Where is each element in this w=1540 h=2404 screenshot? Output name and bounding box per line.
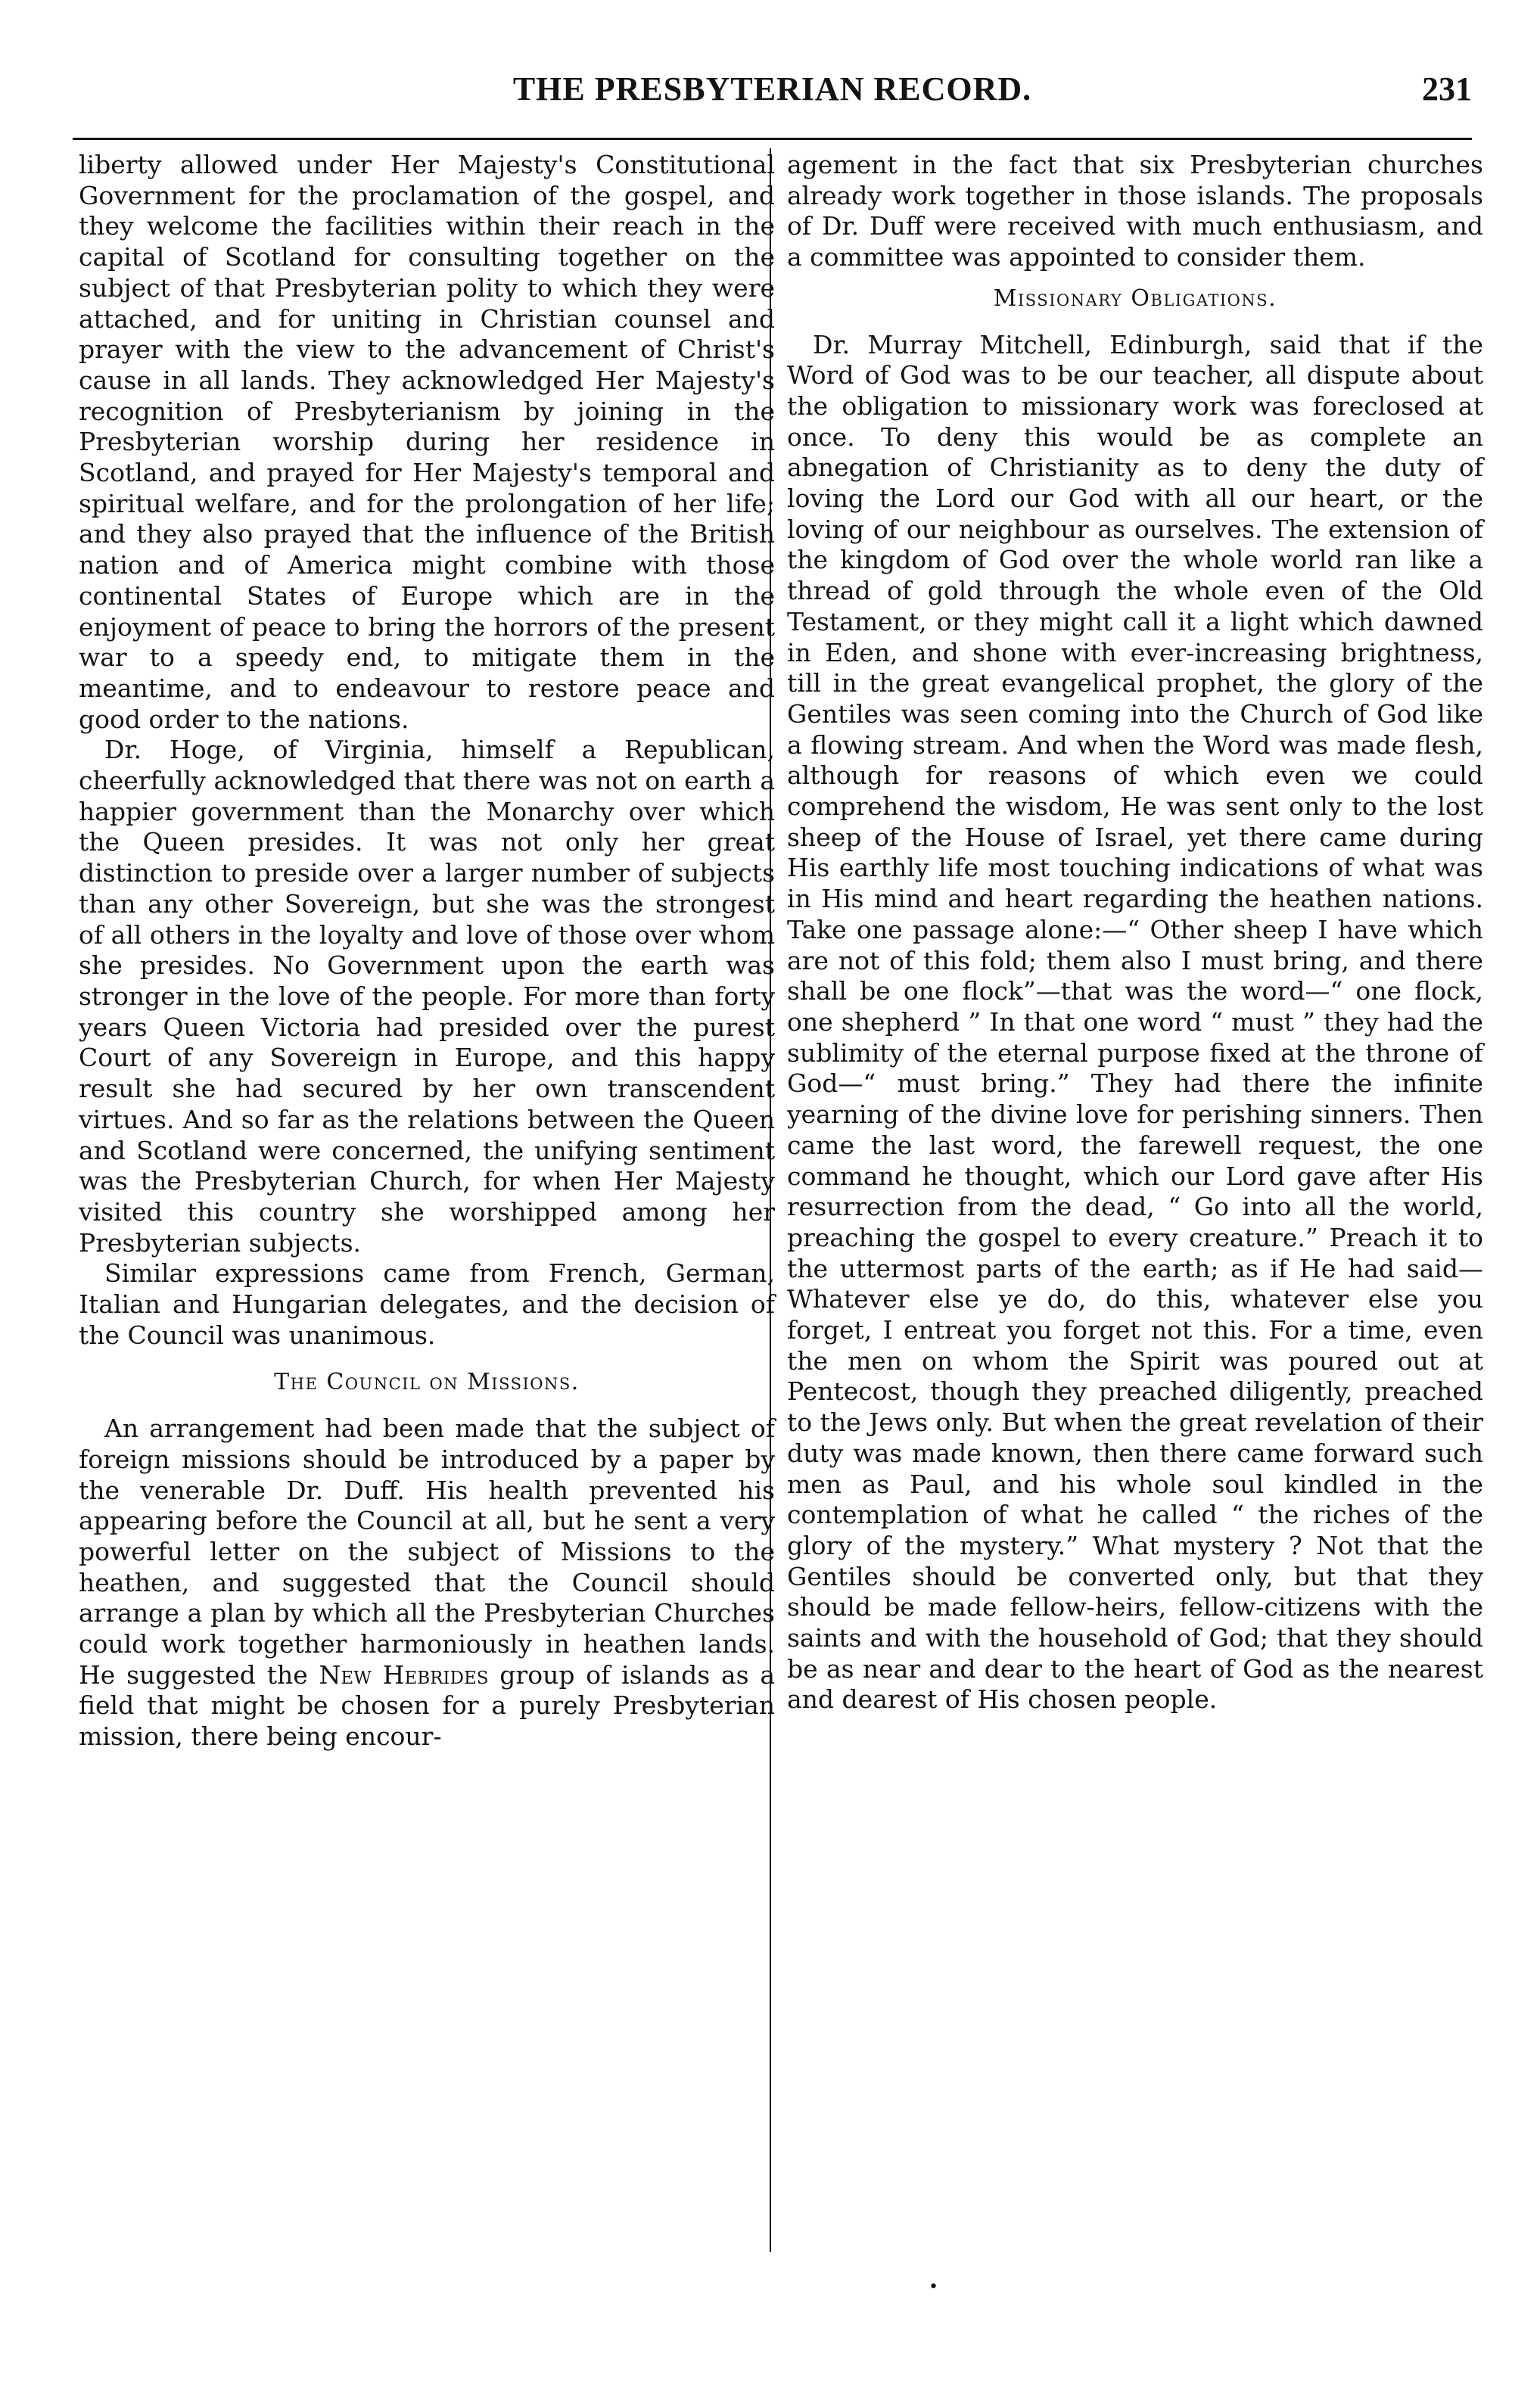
paragraph-text: group of islands as a field that might be chosen for a purely Presbyterian mission, there being encour- [79, 1659, 776, 1752]
paragraph-continued: liberty allowed under Her Majesty's Constitutional Government for the proclamation of the gospel, and they welcome the facilities within their reach in the capital of Scotland for consulting together on the subject of that Presbyterian polity to which they were attached, and for uniting in Christian counsel and prayer with the view to the advancement of Christ's cause in all lands. They acknowledged Her Majesty's recognition of Presbyterianism by joining in the Presbyterian worship during her residence in Scotland, and prayed for Her Majesty's temporal and spiritual welfare, and for the prolongation of her life; and they also prayed that the influence of the British nation and of America might combine with those continental States of Europe which are in the enjoyment of peace to bring the horrors of the present war to a speedy end, to mitigate them in the meantime, and to endeavour to restore peace and good order to the nations. [79, 150, 775, 734]
publication-title: THE PRESBYTERIAN RECORD. [512, 70, 1032, 107]
column-divider [770, 148, 771, 2252]
page-header [73, 70, 1472, 123]
right-column [787, 150, 1483, 1715]
paragraph-murray-mitchell: Dr. Murray Mitchell, Edinburgh, said that if the Word of God was to be our teacher, all dispute about the obligation to missionary work was foreclosed at once. To deny this would be as complete an abnegation of Christianity as to deny the duty of loving the Lord our God with all our heart, or the loving of our neighbour as ourselves. The extension of the kingdom of God over the whole world ran like a thread of gold through the whole even of the Old Testament, or they might call it a light which dawned in Eden, and shone with ever-increasing brightness, till in the great evangelical prophet, the glory of the Gentiles was seen coming into the Church of God like a flowing stream. And when the Word was made flesh, although for reasons of which even we could comprehend the wisdom, He was sent only to the lost sheep of the House of Israel, yet there came during His earthly life most touching indications of what was in His mind and heart regarding the heathen nations. Take one passage alone:—“ Other sheep I have which are not of this fold; them also I must bring, and there shall be one flock”—that was the word—“ one flock, one shepherd ” In that one word “ must ” they had the sublimity of the eternal purpose fixed at the throne of God—“ must bring.” They had there the infinite yearning of the divine love for perishing sinners. Then came the last word, the farewell request, the one command he thought, which our Lord gave after His resurrection from the dead, “ Go into all the world, preaching the gospel to every creature.” Preach it to the uttermost parts of the earth; as if He had said—Whatever else ye do, do this, whatever else you forget, I entreat you forget not this. For a time, even the men on whom the Spirit was poured out at Pentecost, though they preached diligently, preached to the Jews only. But when the great revelation of their duty was made known, then there came forward such men as Paul, and his whole soul kindled in the contemplation of what he called “ the riches of the glory of the mystery.” What mystery ? Not that the Gentiles should be converted only, but that they should be made fellow-heirs, fellow-citizens with the saints and with the household of God; that they should be as near and dear to the heart of God as the nearest and dearest of His chosen people. [787, 329, 1483, 1715]
section-heading-missionary-obligations: Missionary Obligations. [993, 285, 1277, 312]
paragraph-similar-expressions: Similar expressions came from French, German, Italian and Hungarian delegates, and the decision of the Council was unanimous. [79, 1258, 775, 1350]
left-column [79, 150, 775, 1752]
paragraph-dr-hoge: Dr. Hoge, of Virginia, himself a Republican, cheerfully acknowledged that there was not on earth a happier government than the Monarchy over which the Queen presides. It was not only her great distinction to preside over a larger number of subjects than any other Sovereign, but she was the strongest of all others in the loyalty and love of those over whom she presides. No Government upon the earth was stronger in the love of the people. For more than forty years Queen Victoria had presided over the purest Court of any Sovereign in Europe, and this happy result she had secured by her own transcendent virtues. And so far as the relations between the Queen and Scotland were concerned, the unifying sentiment was the Presbyterian Church, for when Her Majesty visited this country she worshipped among her Presbyterian subjects. [79, 735, 775, 1258]
header-rule [73, 138, 1472, 140]
place-name-new-hebrides: New Hebrides [319, 1659, 489, 1690]
paragraph-arrangement [79, 1413, 775, 1752]
print-dot: • [929, 2278, 938, 2297]
section-heading-council-on-missions: The Council on Missions. [274, 1369, 580, 1396]
page-number: 231 [1422, 70, 1472, 107]
paragraph-continued: agement in the fact that six Presbyterian churches already work together in those islands. The proposals of Dr. Duff were received with much enthusiasm, and a committee was appointed to consider them. [787, 150, 1483, 272]
paragraph-text: An arrangement had been made that the subject of foreign missions should be introduced by a paper by the venerable Dr. Duff. His health prevented his appearing before the Council at all, but he sent a very powerful letter on the subject of Missions to the heathen, and suggested that the Council should arrange a plan by which all the Presbyterian Churches could work together harmoniously in heathen lands. He suggested the [79, 1413, 775, 1690]
